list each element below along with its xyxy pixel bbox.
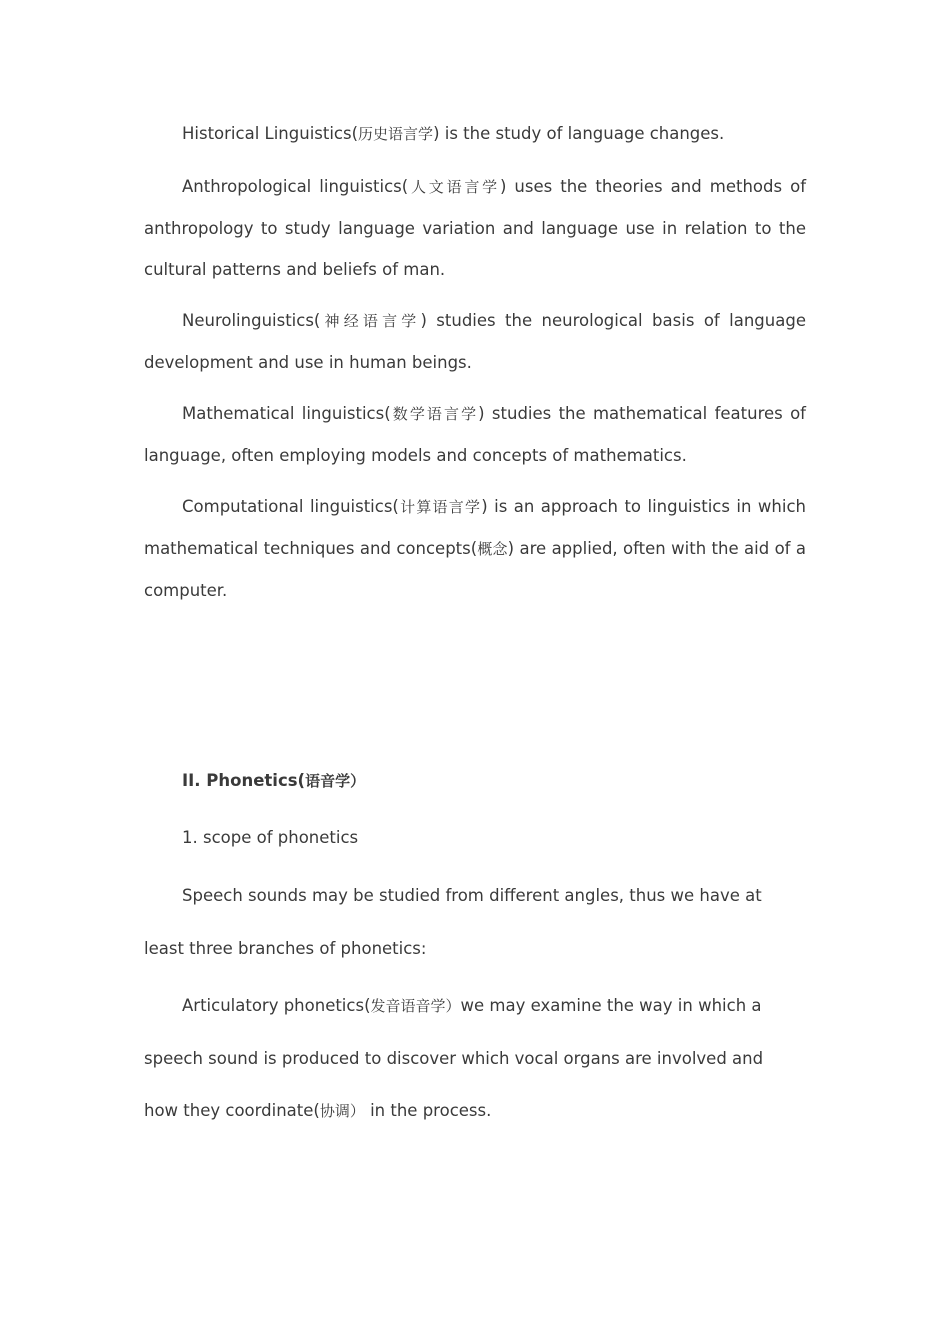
definition-text: ) is an approach to linguistics in which mathematical techniques and concepts(	[144, 497, 806, 558]
definition-text: ) uses the theories and methods of anthropology to study language variation and language use in relation to the cultural patterns and beliefs of man.	[144, 177, 806, 279]
paragraph-anthropological-linguistics	[144, 166, 806, 290]
chinese-term: 概念	[477, 540, 508, 558]
chinese-term: 数学语言学	[390, 405, 479, 423]
term-text: Neurolinguistics(	[182, 311, 321, 330]
term-text: Anthropological linguistics(	[182, 177, 409, 196]
heading-text: II. Phonetics(	[182, 771, 306, 790]
chinese-term: 计算语言学	[398, 498, 482, 516]
term-text: Articulatory phonetics(	[182, 996, 371, 1015]
paragraph-mathematical-linguistics	[144, 393, 806, 476]
chinese-term: 神经语言学	[320, 312, 421, 330]
paragraph-historical-linguistics	[144, 113, 806, 155]
definition-text: ) studies the neurological basis of language development and use in human beings.	[144, 311, 806, 372]
paragraph-phonetics-intro: Speech sounds may be studied from different angles, thus we have at least three branches of phonetics:	[144, 886, 762, 958]
subheading-scope-of-phonetics: 1. scope of phonetics	[182, 828, 359, 847]
term-text: Historical Linguistics(	[182, 124, 359, 143]
chinese-term: 发音语音学）	[370, 997, 461, 1015]
definition-text: in the process.	[364, 1101, 492, 1120]
definition-text: ) is the study of language changes.	[433, 124, 725, 143]
term-text: Computational linguistics(	[182, 497, 399, 516]
definition-text: ) studies the mathematical features of language, often employing models and concepts of mathematics.	[144, 404, 806, 465]
paragraph-neurolinguistics	[144, 300, 806, 383]
paragraph-computational-linguistics	[144, 486, 806, 611]
paragraph-articulatory-phonetics	[144, 980, 784, 1138]
section-heading-phonetics	[182, 770, 365, 791]
chinese-term: 语音学）	[305, 772, 366, 790]
definition-text: ) are applied, often with the aid of a computer.	[144, 539, 806, 600]
chinese-term: 人文语言学	[408, 178, 500, 196]
chinese-term: 协调）	[319, 1102, 365, 1120]
term-text: Mathematical linguistics(	[182, 404, 391, 423]
chinese-term: 历史语言学	[358, 125, 434, 143]
definition-text: we may examine the way in which a speech sound is produced to discover which vocal organs are involved and how they coordinate(	[144, 996, 764, 1120]
